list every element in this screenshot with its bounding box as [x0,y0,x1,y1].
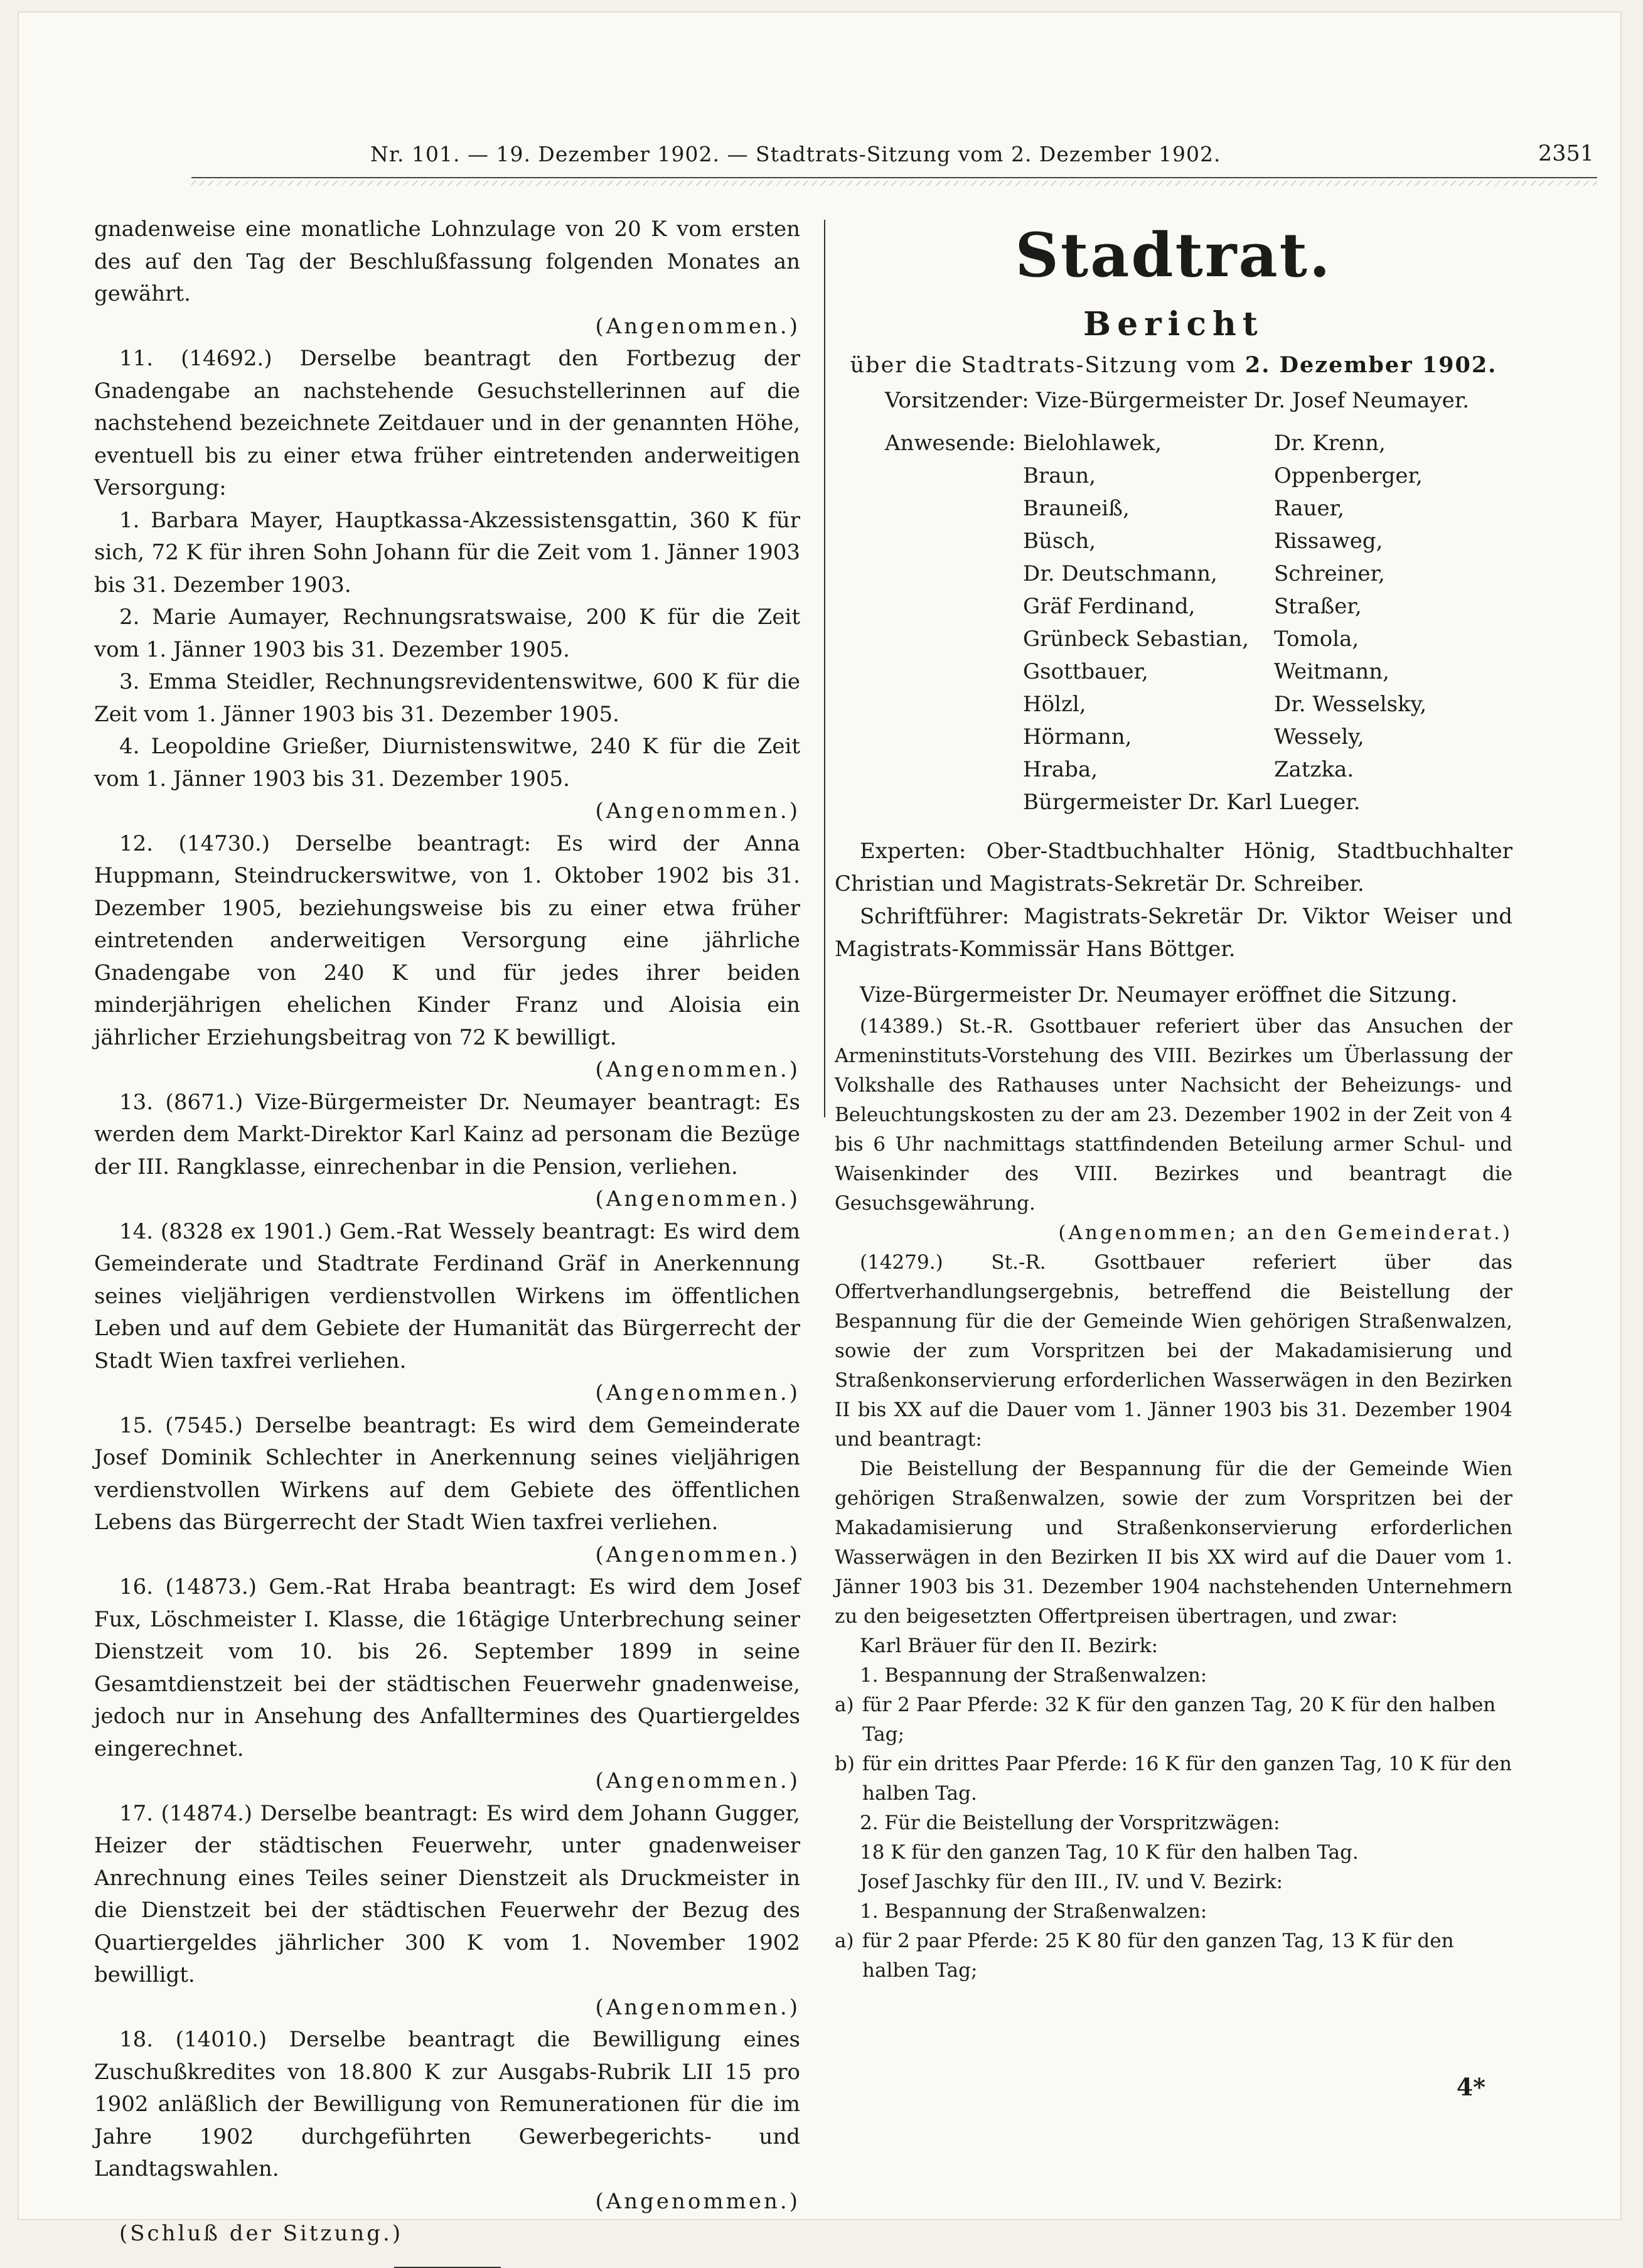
right-column [835,213,1512,1986]
attendee: Braun, [1023,463,1096,488]
item-13: 13. (8671.) Vize-Bürgermeister Dr. Neumayer beantragt: Es werden dem Markt-Direktor Karl Kainz ad personam die Bezüge der III. Rangklasse, einrechenbar in die Pension, verliehen. [94,1089,800,1180]
item-text: für 2 Paar Pferde: 32 K für den ganzen Tag, 20 K für den halben Tag; [862,1693,1496,1746]
item-11-entry: 4. Leopoldine Grießer, Diurnistenswitwe, 240 K für die Zeit vom 1. Jänner 1903 bis 31. Dezember 1905. [94,734,800,792]
attendee: Rissaweg, [1274,529,1383,554]
secretary: Schriftführer: Magistrats-Sekretär Dr. Viktor Weiser und Magistrats-Kommissär Hans Böttger. [835,904,1512,962]
item-18: 18. (14010.) Derselbe beantragt die Bewilligung eines Zuschußkredites von 18.800 K zur Ausgabs-Rubrik LII 15 pro 1902 anläßlich der Bewilligung von Remunerationen für die im Jahre 1902 durchgeführten Gewerbegerichts- und Landtagswahlen. [94,2027,800,2181]
header-ornament [191,181,1597,186]
attendee: Zatzka. [1274,757,1354,782]
column-divider [824,220,825,1117]
item-12: 12. (14730.) Derselbe beantragt: Es wird der Anna Huppmann, Steindruckerswitwe, von 1. Oktober 1902 bis 31. Dezember 1905, beziehungsweise bis zu einer etwa früher eintretenden anderweitigen Versorgung eine jährliche Gnadengabe von 240 K und für jedes ihrer beiden minderjährigen ehelichen Kinder Franz und Aloisia ein jährlicher Erziehungsbeitrag von 72 K bewilligt. [94,830,800,1050]
report-date: 2. Dezember 1902. [1244,352,1497,378]
report-14279: (14279.) St.-R. Gsottbauer referiert über das Offertverhandlungsergebnis, betreffend die Beistellung der Bespannung für die der Gemeinde Wien gehörigen Straßenwalzen, sowie der zum Vorspritzen bei der Makadamisierung und Straßenkonservierung erforderlichen Wasserwägen in den Bezirken II bis XX auf die Dauer vom 1. Jänner 1903 bis 31. Dezember 1904 und beantragt: [835,1250,1512,1451]
attendee: Hölzl, [1023,692,1086,717]
left-column [94,213,800,2268]
attendee: Dr. Krenn, [1274,431,1386,456]
attendee: Straßer, [1274,594,1362,619]
report-title: Bericht [1083,305,1264,343]
item-text: für ein drittes Paar Pferde: 16 K für den ganzen Tag, 10 K für den halben Tag. [862,1752,1512,1805]
signature-mark: 4* [1456,2073,1485,2101]
contractor-1-item-b [835,1749,1512,1808]
attendees [835,427,1512,819]
item-11-entry: 3. Emma Steidler, Rechnungsrevidentenswitwe, 600 K für die Zeit vom 1. Jänner 1903 bis 31. Dezember 1905. [94,669,800,727]
attendee-mayor: Bürgermeister Dr. Karl Lueger. [1023,790,1361,815]
result-accepted: (Angenommen.) [595,798,800,824]
attendee: Rauer, [1274,496,1344,521]
attendees-column-b [1274,427,1462,819]
attendee: Gräf Ferdinand, [1023,594,1196,619]
page [18,11,1622,2246]
result-accepted-council: (Angenommen; an den Gemeinderat.) [1058,1221,1512,1244]
item-17: 17. (14874.) Derselbe beantragt: Es wird dem Johann Gugger, Heizer der städtischen Feuerwehr, unter gnadenweiser Anrechnung eines Teiles seiner Dienstzeit als Druckmeister in die Dienstzeit bei der städtischen Feuerwehr der Bezug des Quartiergeldes jährlicher 300 K vom 1. November 1902 bewilligt. [94,1800,800,1987]
result-accepted: (Angenommen.) [595,1994,800,2020]
opening: Vize-Bürgermeister Dr. Neumayer eröffnet die Sitzung. [860,982,1458,1008]
attendee: Tomola, [1274,626,1359,652]
contractor-2-section-1: 1. Bespannung der Straßenwalzen: [860,1900,1207,1923]
result-accepted: (Angenommen.) [595,1186,800,1212]
item-15: 15. (7545.) Derselbe beantragt: Es wird dem Gemeinderate Josef Dominik Schlechter in Anerkennung seines vieljährigen verdienstvollen Wirkens auf dem Gebiete des öffentlichen Lebens das Bürgerrecht der Stadt Wien taxfrei verliehen. [94,1412,800,1535]
report-subtitle [835,349,1512,382]
item-text: für 2 paar Pferde: 25 K 80 für den ganzen Tag, 13 K für den halben Tag; [862,1929,1454,1982]
report-subtitle-text: über die Stadtrats-Sitzung vom [850,353,1245,378]
item-14: 14. (8328 ex 1901.) Gem.-Rat Wessely beantragt: Es wird dem Gemeinderate und Stadtrate Ferdinand Gräf in Anerkennung seines vieljährigen verdienstvollen Wirkens im öffentlichen Leben und auf dem Gebiete der Humanität das Bürgerrecht der Stadt Wien taxfrei verliehen. [94,1218,800,1373]
attendee: Brauneiß, [1023,496,1130,521]
contractor-1-section-2: 2. Für die Beistellung der Vorspritzwägen: [860,1811,1280,1834]
attendee: Bielohlawek, [1023,431,1162,456]
report-14389: (14389.) St.-R. Gsottbauer referiert über das Ansuchen der Armeninstituts-Vorstehung des VIII. Bezirkes um Überlassung der Volkshalle des Rathauses unter Nachsicht der Beheizungs- und Beleuchtungskosten zu der am 23. Dezember 1902 in der Zeit von 4 bis 6 Uhr nachmittags stattfindenden Beteilung armer Schul- und Waisenkinder des VIII. Bezirkes und beantragt die Gesuchsgewährung. [835,1014,1512,1215]
result-accepted: (Angenommen.) [595,1057,800,1082]
end-rule [394,2267,501,2268]
result-accepted: (Angenommen.) [595,1768,800,1793]
item-marker: a) [835,1929,854,1952]
minutes-body [835,1012,1512,1986]
attendee: Weitmann, [1274,659,1389,684]
attendee: Hraba, [1023,757,1098,782]
item-marker: b) [835,1752,855,1775]
closing-note: (Schluß der Sitzung.) [119,2221,404,2246]
result-accepted: (Angenommen.) [595,1380,800,1405]
result-accepted: (Angenommen.) [595,2188,800,2214]
contractor-1-item-a [835,1690,1512,1749]
attendee: Hörmann, [1023,724,1132,750]
chair: Vorsitzender: Vize-Bürgermeister Dr. Josef Neumayer. [885,388,1470,413]
contractor-1-section-1: 1. Bespannung der Straßenwalzen: [860,1663,1207,1687]
item-11: 11. (14692.) Derselbe beantragt den Fortbezug der Gnadengabe an nachstehende Gesuchstellerinnen auf die nachstehend bezeichnete Zeitdauer und in der genannten Höhe, eventuell bis zu einer etwa früher eintretenden anderweitigen Versorgung: [94,346,800,500]
attendee: Dr. Deutschmann, [1023,561,1218,586]
header-rule [191,177,1597,178]
attendee: Dr. Wesselsky, [1274,692,1427,717]
attendee: Wessely, [1274,724,1364,750]
running-header [370,132,1594,176]
attendee: Grünbeck Sebastian, [1023,626,1249,652]
paragraph-intro: gnadenweise eine monatliche Lohnzulage von 20 K vom ersten des auf den Tag der Beschlußfassung folgenden Monates an gewährt. [94,217,800,306]
attendee: Schreiner, [1274,561,1385,586]
contractor-1-section-2-text: 18 K für den ganzen Tag, 10 K für den halben Tag. [860,1841,1359,1864]
contractor-2-item-a [835,1927,1512,1986]
item-marker: a) [835,1693,854,1716]
item-11-entry: 1. Barbara Mayer, Hauptkassa-Akzessistensgattin, 360 K für sich, 72 K für ihren Sohn Johann für die Zeit vom 1. Jänner 1903 bis 31. Dezember 1903. [94,507,800,598]
contractor-2: Josef Jaschky für den III., IV. und V. Bezirk: [860,1870,1283,1893]
result-accepted: (Angenommen.) [595,1542,800,1567]
attendee: Büsch, [1023,529,1096,554]
contractor-1: Karl Bräuer für den II. Bezirk: [860,1634,1159,1657]
report-14279-body: Die Beistellung der Bespannung für die der Gemeinde Wien gehörigen Straßenwalzen, sowie der zum Vorspritzen bei der Makadamisierung und Straßenkonservierung erforderlichen Wasserwägen in den Bezirken II bis XX wird auf die Dauer vom 1. Jänner 1903 bis 31. Dezember 1904 nachstehenden Unternehmern zu den beigesetzten Offertpreisen übertragen, und zwar: [835,1457,1512,1628]
attendee: Gsottbauer, [1023,659,1148,684]
item-11-entry: 2. Marie Aumayer, Rechnungsratswaise, 200 K für die Zeit vom 1. Jänner 1903 bis 31. Dezember 1905. [94,605,800,662]
page-number: 2351 [1538,141,1594,166]
header-issue: Nr. 101. — 19. Dezember 1902. — Stadtrats-Sitzung vom 2. Dezember 1902. [370,141,1221,166]
attendees-label: Anwesende: [885,431,1016,456]
item-16: 16. (14873.) Gem.-Rat Hraba beantragt: Es wird dem Josef Fux, Löschmeister I. Klasse, die 16tägige Unterbrechung seiner Dienstzeit vom 10. bis 26. September 1899 in seine Gesamtdienstzeit bei der städtischen Feuerwehr gnadenweise, jedoch nur in Ansehung des Anfalltermines des Quartiergeldes eingerechnet. [94,1574,800,1761]
experts: Experten: Ober-Stadtbuchhalter Hönig, Stadtbuchhalter Christian und Magistrats-Sekretär Dr. Schreiber. [835,839,1512,896]
attendee: Oppenberger, [1274,463,1423,488]
result-accepted: (Angenommen.) [595,313,800,339]
section-title: Stadtrat. [1015,220,1332,291]
